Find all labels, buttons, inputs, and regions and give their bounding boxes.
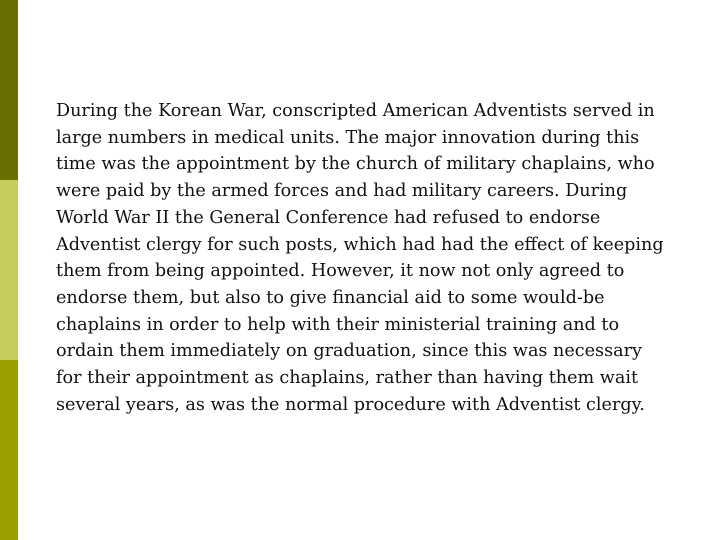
accent-bar	[0, 0, 18, 540]
accent-segment-bottom	[0, 360, 18, 540]
accent-segment-middle	[0, 180, 18, 360]
body-paragraph: During the Korean War, conscripted American Adventists served in large numbers in medical units. The major innovation during this time was the appointment by the church of military chaplains, who were paid by the armed forces and had military careers. During World War II the General Conference had refused to endorse Adventist clergy for such posts, which had had the effect of keeping them from being appointed. However, it now not only agreed to endorse them, but also to give financial aid to some would-be chaplains in order to help with their ministerial training and to ordain them immediately on graduation, since this was necessary for their appointment as chaplains, rather than having them wait several years, as was the normal procedure with Adventist clergy.	[56, 101, 664, 415]
accent-segment-top	[0, 0, 18, 180]
